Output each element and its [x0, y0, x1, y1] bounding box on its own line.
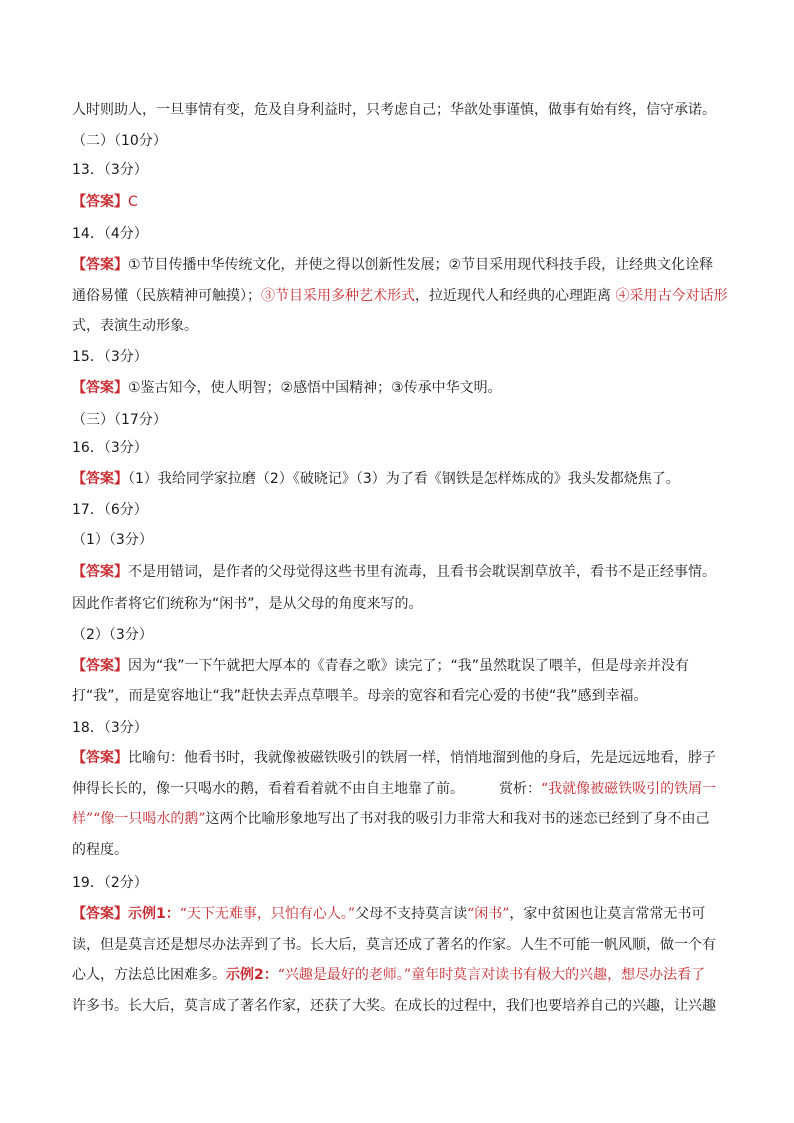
text-segment: ，家中贫困也让莫言常常无书可 [509, 906, 706, 922]
answer-tag: 【答案】 [72, 471, 128, 487]
text-segment: 示例2： [226, 967, 278, 983]
text-segment: 打“我”，而是宽容地让“我”赶快去弄点草喂羊。母亲的宽容和看完心爱的书使“我”感到幸福。 [72, 688, 648, 704]
text-segment: ④采用古今对话形 [615, 288, 728, 304]
text-segment: （1）（3分） [72, 532, 153, 548]
text-segment: 15．（3分） [72, 349, 148, 365]
text-segment: 不是用错词，是作者的父母觉得这些书里有流毒，且看书会耽误割草放羊，看书不是正经事情。 [128, 564, 716, 580]
text-line [72, 594, 732, 614]
text-segment: “闲书” [467, 906, 510, 922]
text-segment: （2）（3分） [72, 627, 153, 643]
text-segment: 通俗易懂（民族精神可触摸）； [72, 288, 261, 304]
text-line [72, 469, 732, 489]
text-segment: 18．（3分） [72, 720, 148, 736]
text-segment: 13．（3分） [72, 162, 148, 178]
text-segment: 示例1： [128, 906, 180, 922]
text-segment: “天下无难事，只怕有心人。” [179, 906, 356, 922]
text-line [72, 840, 732, 860]
text-segment: ③节目采用多种艺术形式 [261, 288, 415, 304]
text-line [72, 809, 732, 829]
text-line [72, 286, 732, 306]
text-line [72, 500, 732, 520]
text-line [72, 625, 732, 645]
text-segment: 17．（6分） [72, 502, 148, 518]
text-segment: 因为“我”一下午就把大厚本的《青春之歌》读完了；“我”虽然耽误了喂羊，但是母亲并没有 [128, 658, 690, 674]
text-segment: ①鉴古知今，使人明智；②感悟中国精神；③传承中华文明。 [128, 380, 502, 396]
answer-tag: 【答案】 [72, 750, 128, 766]
text-segment: 许多书。长大后，莫言成了著名作家，还获了大奖。在成长的过程中，我们也要培养自己的兴趣，让兴趣 [72, 998, 716, 1014]
text-segment: 这两个比喻形象地写出了书对我的吸引力非常大和我对书的迷恋已经到了身不由己 [205, 811, 710, 827]
text-segment: （三）（17分） [72, 412, 167, 428]
text-line [72, 160, 732, 180]
text-line [72, 562, 732, 582]
text-segment: 样”“像一只喝水的鹅” [72, 811, 206, 827]
text-segment: C [128, 194, 138, 210]
text-segment: （1）我给同学家拉磨（2）《破晓记》（3）为了看《钢铁是怎样炼成的》我头发都烧焦了。 [128, 471, 680, 487]
text-line [72, 686, 732, 706]
text-segment: “兴趣是最好的老师。”童年时莫言对读书有极大的兴趣，想尽办法看了 [277, 967, 706, 983]
text-line [72, 131, 732, 151]
text-line [72, 718, 732, 738]
text-segment: 的程度。 [72, 842, 128, 858]
text-segment: 伸得长长的，像一只喝水的鹅，看着看着就不由自主地靠了前。 赏析： [72, 781, 541, 797]
text-line [72, 530, 732, 550]
text-line [72, 378, 732, 398]
text-segment: 读，但是莫言还是想尽办法弄到了书。长大后，莫言还成了著名的作家。人生不可能一帆风顺，做一个有 [72, 937, 716, 953]
text-line [72, 100, 732, 120]
text-segment: “我就像被磁铁吸引的铁屑一 [541, 781, 717, 797]
text-line [72, 904, 732, 924]
text-segment: 父母不支持莫言读 [355, 906, 468, 922]
answer-tag: 【答案】 [72, 658, 128, 674]
answer-tag: 【答案】 [72, 257, 128, 273]
answer-tag: 【答案】 [72, 564, 128, 580]
text-segment: 因此作者将它们统称为“闲书”，是从父母的角度来写的。 [72, 596, 423, 612]
text-segment: （二）（10分） [72, 133, 167, 149]
text-segment: 式，表演生动形象。 [72, 318, 198, 334]
text-line [72, 224, 732, 244]
text-line [72, 316, 732, 336]
text-line [72, 656, 732, 676]
text-segment: 人时则助人，一旦事情有变，危及自身利益时，只考虑自己；华歆处事谨慎，做事有始有终，信守承诺。 [72, 102, 716, 118]
answer-tag: 【答案】 [72, 194, 128, 210]
text-line [72, 410, 732, 430]
text-line [72, 347, 732, 367]
text-line [72, 748, 732, 768]
answer-tag: 【答案】 [72, 906, 128, 922]
text-line [72, 192, 732, 212]
text-line [72, 935, 732, 955]
answer-tag: 【答案】 [72, 380, 128, 396]
text-segment: 16．（3分） [72, 440, 148, 456]
text-line [72, 779, 732, 799]
text-line [72, 255, 732, 275]
text-segment: 14．（4分） [72, 226, 148, 242]
text-segment: 比喻句：他看书时，我就像被磁铁吸引的铁屑一样，悄悄地溜到他的身后，先是远远地看，脖子 [128, 750, 716, 766]
text-line [72, 965, 732, 985]
text-line [72, 438, 732, 458]
text-line [72, 873, 732, 893]
text-segment: 心人，方法总比困难多。 [72, 967, 226, 983]
text-segment: 19．（2分） [72, 875, 148, 891]
text-line [72, 996, 732, 1016]
text-segment: ，拉近现代人和经典的心理距离 [415, 288, 616, 304]
text-segment: ①节目传播中华传统文化，并使之得以创新性发展；②节目采用现代科技手段，让经典文化诠释 [128, 257, 714, 273]
